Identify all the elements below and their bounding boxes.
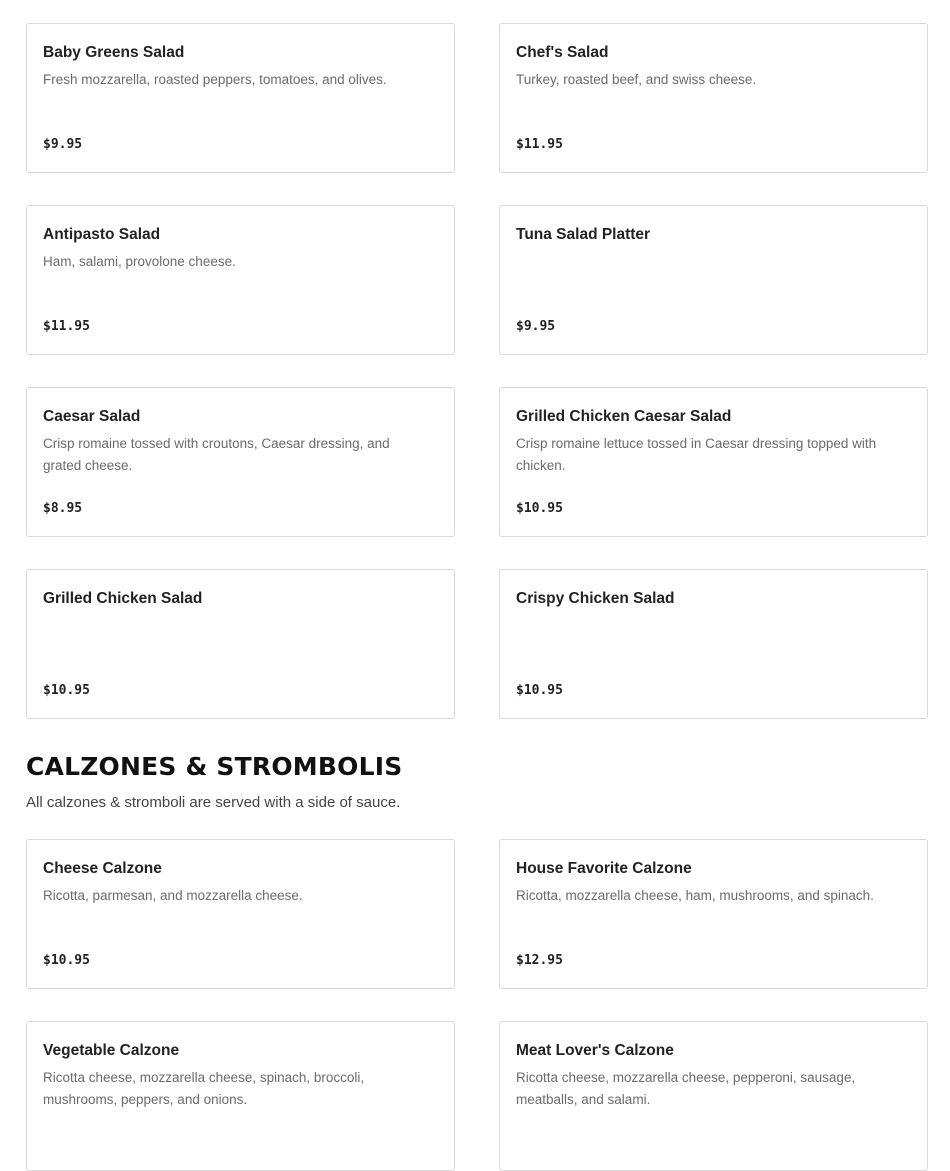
menu-item-name: Grilled Chicken Caesar Salad <box>516 408 732 425</box>
menu-item-name: Cheese Calzone <box>43 860 162 877</box>
menu-item-card[interactable] <box>499 1021 928 1171</box>
menu-item-description: Ricotta, mozzarella cheese, ham, mushrooms, and spinach. <box>516 888 874 903</box>
section-note: All calzones & stromboli are served with a side of sauce. <box>26 794 401 811</box>
menu-item-description: Crisp romaine lettuce tossed in Caesar dressing topped with chicken. <box>516 436 877 473</box>
menu-item-price: $11.95 <box>43 319 90 334</box>
menu-item-card[interactable] <box>26 569 455 719</box>
menu-item-card[interactable] <box>499 205 928 355</box>
menu-item-description: Turkey, roasted beef, and swiss cheese. <box>516 72 757 87</box>
menu-item-name: Crispy Chicken Salad <box>516 590 675 607</box>
menu-item-name: House Favorite Calzone <box>516 860 692 877</box>
menu-item-description: Crisp romaine tossed with croutons, Caesar dressing, and grated cheese. <box>43 436 390 473</box>
menu-item-name: Chef's Salad <box>516 44 609 61</box>
menu-item-card[interactable] <box>26 839 455 989</box>
menu-item-name: Meat Lover's Calzone <box>516 1042 674 1059</box>
menu-item-description: Ricotta, parmesan, and mozzarella cheese. <box>43 888 303 903</box>
calzones-grid <box>26 839 928 1171</box>
section-title: CALZONES & STROMBOLIS <box>26 752 403 781</box>
menu-item-price: $9.95 <box>43 137 83 152</box>
salads-grid <box>26 23 928 719</box>
menu-item-card[interactable] <box>26 205 455 355</box>
menu-item-price: $10.95 <box>516 683 563 698</box>
menu-item-card[interactable] <box>26 23 455 173</box>
menu-item-name: Tuna Salad Platter <box>516 226 651 243</box>
menu-item-name: Grilled Chicken Salad <box>43 590 203 607</box>
menu-item-description: Ricotta cheese, mozzarella cheese, spinach, broccoli, mushrooms, peppers, and onions. <box>43 1070 365 1107</box>
menu-item-price: $9.95 <box>516 319 556 334</box>
menu-item-card[interactable] <box>499 387 928 537</box>
menu-item-price: $12.95 <box>516 953 563 968</box>
menu-item-description: Fresh mozzarella, roasted peppers, tomatoes, and olives. <box>43 72 387 87</box>
menu-item-description: Ricotta cheese, mozzarella cheese, pepperoni, sausage, meatballs, and salami. <box>516 1070 856 1107</box>
menu-item-name: Vegetable Calzone <box>43 1042 180 1059</box>
menu-item-price: $11.95 <box>516 137 563 152</box>
menu-item-card[interactable] <box>499 569 928 719</box>
menu-item-card[interactable] <box>499 23 928 173</box>
menu-item-name: Antipasto Salad <box>43 226 161 243</box>
menu-item-name: Baby Greens Salad <box>43 44 185 61</box>
menu-item-description: Ham, salami, provolone cheese. <box>43 254 236 269</box>
menu-item-price: $10.95 <box>516 501 563 516</box>
menu-item-price: $10.95 <box>43 683 90 698</box>
menu-item-price: $10.95 <box>43 953 90 968</box>
menu-item-price: $8.95 <box>43 501 83 516</box>
menu-item-card[interactable] <box>26 387 455 537</box>
menu-item-name: Caesar Salad <box>43 408 141 425</box>
menu-item-card[interactable] <box>26 1021 455 1171</box>
menu-item-card[interactable] <box>499 839 928 989</box>
